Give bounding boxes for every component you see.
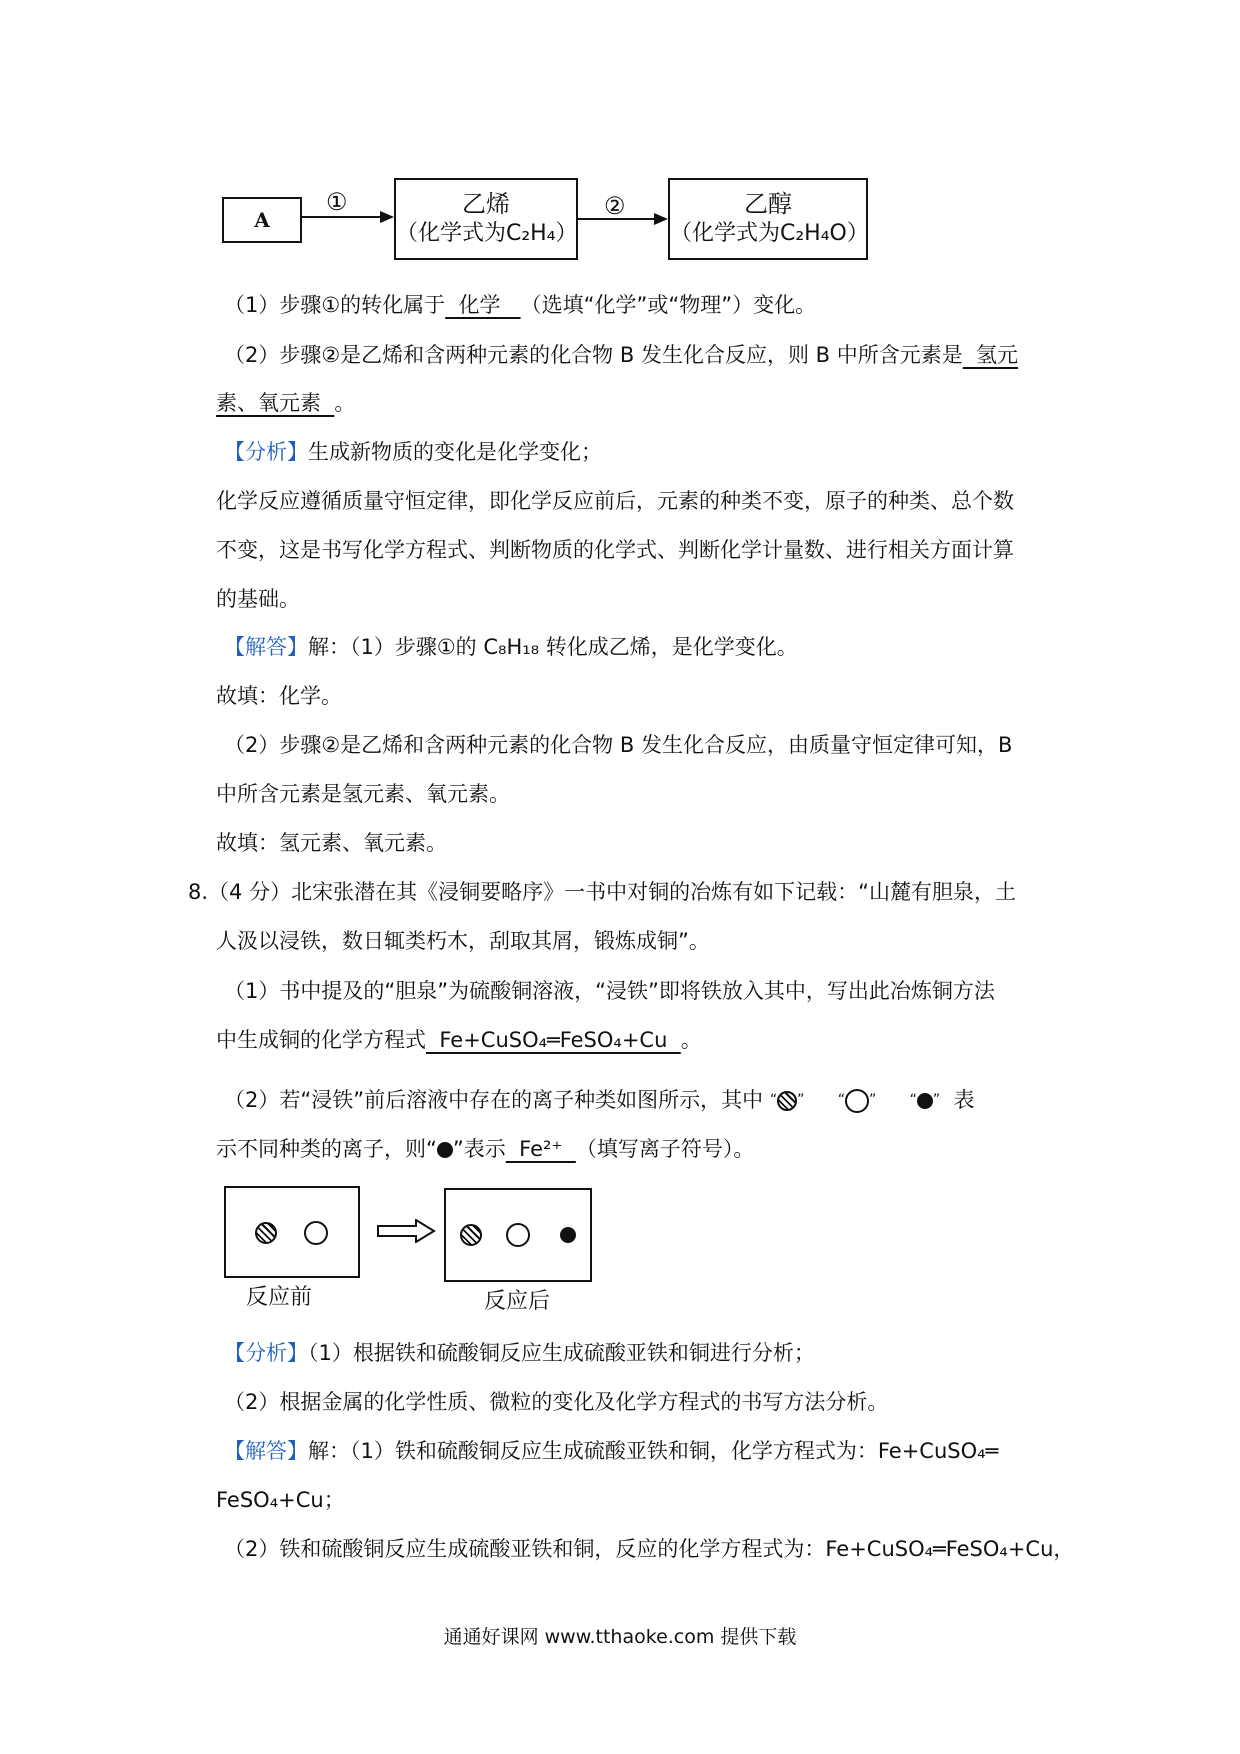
- q7-analysis-tag: 【分析】: [224, 440, 308, 464]
- ethanol-formula: （化学式为C₂H₄O）: [670, 221, 869, 246]
- quote-open-3: “: [909, 1092, 917, 1108]
- q7-part2-answer-a: 氢元: [962, 343, 1019, 367]
- q7-analysis-line2: 化学反应遵循质量守恒定律，即化学反应前后，元素的种类不变，原子的种类、总个数: [216, 489, 1014, 513]
- q7-part1-text: （1）步骤①的转化属于: [224, 293, 446, 317]
- ethylene-formula: （化学式为C₂H₄）: [396, 221, 578, 246]
- q8-answer-2: （2）铁和硫酸铜反应生成硫酸亚铁和铜，反应的化学方程式为：Fe+CuSO₄═FeSO₄+Cu，: [224, 1537, 1075, 1561]
- hollow-ion-icon: [506, 1223, 530, 1247]
- q8-analysis-tag: 【分析】: [224, 1341, 308, 1365]
- q7-answer-2b: 中所含元素是氢元素、氧元素。: [216, 782, 510, 806]
- q8-analysis-2: （2）根据金属的化学性质、微粒的变化及化学方程式的书写方法分析。: [224, 1390, 889, 1414]
- q8-part2b-end: （填写离子符号）。: [575, 1137, 755, 1161]
- hollow-ion-icon: [304, 1221, 328, 1245]
- solid-ion-icon: [917, 1093, 933, 1109]
- q8-part1a: （1）书中提及的“胆泉”为硫酸铜溶液，“浸铁”即将铁放入其中，写出此冶炼铜方法: [224, 979, 995, 1003]
- q7-part1-text-end: （选填“化学”或“物理”）变化。: [520, 293, 817, 317]
- q7-analysis-line4: 的基础。: [216, 587, 300, 611]
- reaction-arrow: [376, 1219, 436, 1243]
- ethanol-name: 乙醇: [744, 190, 792, 218]
- q8-answer: [224, 1436, 998, 1466]
- q7-part2-cont: [216, 388, 355, 418]
- q8-analysis-1: （1）根据铁和硫酸铜反应生成硫酸亚铁和铜进行分析；: [308, 1341, 815, 1365]
- arrow-2: [576, 211, 668, 227]
- q8-part1b-text: 中生成铜的化学方程式: [216, 1028, 426, 1052]
- q7-analysis-1: 生成新物质的变化是化学变化；: [308, 440, 602, 464]
- q7-part2-text: （2）步骤②是乙烯和含两种元素的化合物 B 发生化合反应，则 B 中所含元素是: [224, 343, 963, 367]
- q8-stem-1: （4 分）北宋张潜在其《浸铜要略序》一书中对铜的冶炼有如下记载：“山麓有胆泉，土: [208, 880, 1016, 904]
- box-a-label: A: [254, 208, 270, 232]
- q7-part2-answer-b: 素、氧元素: [216, 391, 335, 415]
- q8-answer-tag: 【解答】: [224, 1439, 308, 1463]
- page-footer: 通通好课网 www.tthaoke.com 提供下载: [443, 1626, 797, 1648]
- q8-part2a-text: （2）若“浸铁”前后溶液中存在的离子种类如图所示，其中: [224, 1088, 764, 1112]
- q8-stem-2: 人汲以浸铁，数日辄类朽木，刮取其屑，锻炼成铜”。: [216, 929, 710, 953]
- q7-part2-end: 。: [334, 391, 356, 415]
- q8-part1b-end: 。: [680, 1028, 702, 1052]
- before-panel: [224, 1186, 360, 1278]
- q7-answer-1: 解：（1）步骤①的 C₈H₁₈ 转化成乙烯，是化学变化。: [308, 635, 798, 659]
- hollow-ion-icon: [845, 1089, 869, 1113]
- q8-part1-answer: Fe+CuSO₄═FeSO₄+Cu: [426, 1028, 681, 1052]
- ethylene-name: 乙烯: [462, 190, 510, 218]
- q8-part2b-mid: ”表示: [452, 1137, 506, 1161]
- q8-part2a: [224, 1085, 975, 1115]
- q8-part2b-text: 示不同种类的离子，则“: [216, 1137, 437, 1161]
- step2-label: ②: [604, 192, 626, 220]
- q8-part2-answer: Fe²⁺: [505, 1137, 576, 1161]
- q8-analysis: [224, 1338, 815, 1368]
- q7-part2: [224, 340, 1018, 370]
- q8-answer-1: 解：（1）铁和硫酸铜反应生成硫酸亚铁和铜，化学方程式为：Fe+CuSO₄═: [308, 1439, 999, 1463]
- q7-analysis-line3: 不变，这是书写化学方程式、判断物质的化学式、判断化学计量数、进行相关方面计算: [216, 538, 1014, 562]
- box-ethylene: [394, 178, 578, 260]
- q7-part1-answer: 化学: [445, 293, 521, 317]
- box-a: [222, 197, 302, 243]
- before-label: 反应前: [246, 1285, 313, 1310]
- q8-part2a-end: 表: [953, 1088, 975, 1112]
- arrow-1: [300, 209, 394, 225]
- q7-fill-1: 故填：化学。: [216, 684, 342, 708]
- q7-answer: [224, 632, 798, 662]
- after-panel: [444, 1188, 592, 1282]
- q8-part2b: [216, 1134, 754, 1164]
- hatched-ion-icon: [255, 1222, 277, 1244]
- q7-fill-2: 故填：氢元素、氧元素。: [216, 831, 447, 855]
- q7-answer-2a: （2）步骤②是乙烯和含两种元素的化合物 B 发生化合反应，由质量守恒定律可知，B: [224, 733, 1013, 757]
- hatched-ion-icon: [777, 1091, 797, 1111]
- q7-answer-tag: 【解答】: [224, 635, 308, 659]
- quote-close-1: ”: [797, 1092, 805, 1108]
- q8-part1b: [216, 1025, 702, 1055]
- hatched-ion-icon: [460, 1224, 482, 1246]
- q7-part1: [224, 290, 816, 320]
- q8-stem: [188, 877, 1016, 907]
- after-label: 反应后: [484, 1289, 551, 1314]
- solid-ion-icon: [560, 1227, 576, 1243]
- step1-label: ①: [326, 188, 348, 216]
- quote-close-3: ”: [932, 1092, 941, 1108]
- quote-open-2: “: [837, 1092, 845, 1108]
- q7-analysis: [224, 437, 602, 467]
- quote-open-1: “: [769, 1092, 778, 1108]
- box-ethanol: [668, 178, 868, 260]
- quote-close-2: ”: [869, 1092, 877, 1108]
- solid-ion-icon: [437, 1142, 453, 1158]
- q8-answer-1b: FeSO₄+Cu；: [216, 1488, 345, 1512]
- q8-number: 8.: [188, 880, 209, 904]
